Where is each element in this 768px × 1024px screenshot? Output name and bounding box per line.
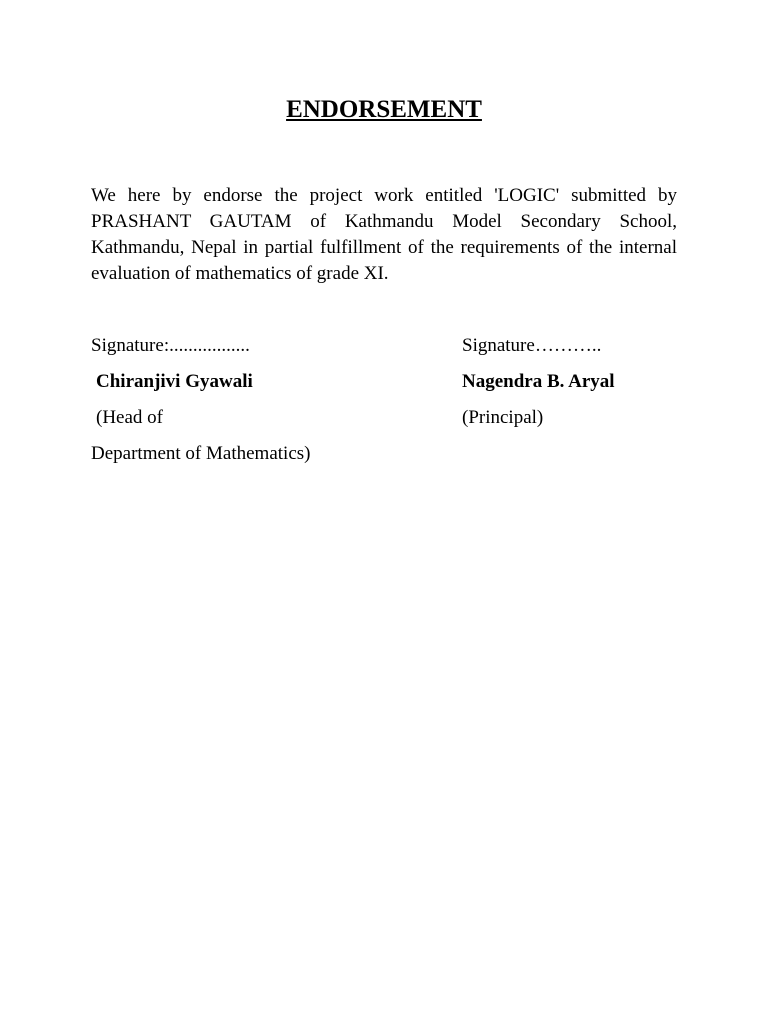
signatory-name-left: Chiranjivi Gyawali xyxy=(96,371,253,392)
signature-line-left: Signature:................. xyxy=(91,335,250,356)
signature-line-right: Signature……….. xyxy=(462,335,602,356)
signatory-role-left-line1: (Head of xyxy=(96,407,163,428)
signatory-role-right: (Principal) xyxy=(462,407,544,428)
endorsement-paragraph: We here by endorse the project work entitled 'LOGIC' submitted by PRASHANT GAUTAM of Kathmandu Model Secondary School, Kathmandu, Nepal in partial fulfillment of the requirements of the internal evaluation of mathematics of grade XI. xyxy=(91,185,677,284)
signatory-role-left-line2: Department of Mathematics) xyxy=(91,443,311,464)
signature-block-left xyxy=(91,333,431,477)
signature-block-right xyxy=(462,333,702,441)
page-title: ENDORSEMENT xyxy=(286,96,482,123)
signatory-name-right: Nagendra B. Aryal xyxy=(462,371,615,392)
